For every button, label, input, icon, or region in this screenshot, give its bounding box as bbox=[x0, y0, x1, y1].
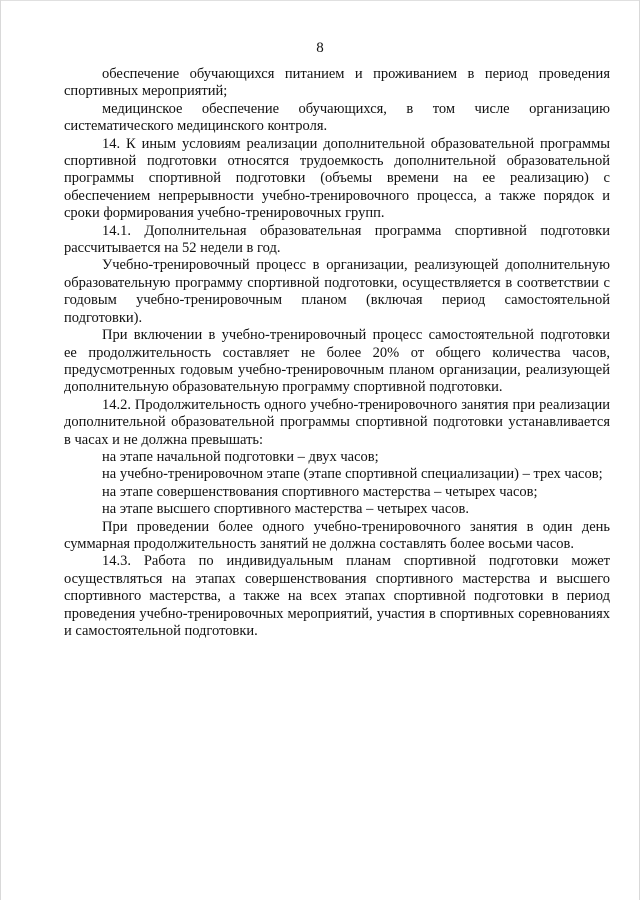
paragraph-14: 14. К иным условиям реализации дополнительной образовательной программы спортивной подготовки относятся трудоемкость дополнительной образовательной программы спортивной подготовки (объемы времени на ее реализацию) с обеспечением непрерывности учебно-тренировочного процесса, а также порядок и сроки формирования учебно-тренировочных групп. bbox=[64, 135, 610, 222]
document-body bbox=[64, 66, 610, 640]
paragraph-multiple-sessions: При проведении более одного учебно-тренировочного занятия в один день суммарная продолжительность занятий не должна составлять более восьми часов. bbox=[64, 518, 610, 552]
paragraph-14-3: 14.3. Работа по индивидуальным планам спортивной подготовки может осуществляться на этапах совершенствования спортивного мастерства и высшего спортивного мастерства, а также на всех этапах спортивной подготовки в период проведения учебно-тренировочных мероприятий, участия в спортивных соревнованиях и самостоятельной подготовки. bbox=[64, 553, 610, 639]
paragraph-self-training: При включении в учебно-тренировочный процесс самостоятельной подготовки ее продолжительность составляет не более 20% от общего количества часов, предусмотренных годовым учебно-тренировочным планом организации, реализующей дополнительную образовательную программу спортивной подготовки. bbox=[64, 327, 610, 396]
page-number: 8 bbox=[316, 40, 324, 56]
paragraph-14-1: 14.1. Дополнительная образовательная программа спортивной подготовки рассчитывается на 52 недели в год. bbox=[64, 222, 610, 257]
paragraph-nutrition: обеспечение обучающихся питанием и проживанием в период проведения спортивных мероприятий; bbox=[64, 66, 610, 100]
paragraph-14-2: 14.2. Продолжительность одного учебно-тренировочного занятия при реализации дополнительной образовательной программы спортивной подготовки устанавливается в часах и не должна превышать: bbox=[64, 396, 610, 448]
list-item-improvement-stage: на этапе совершенствования спортивного мастерства – четырех часов; bbox=[102, 483, 538, 500]
list-item-initial-stage: на этапе начальной подготовки – двух часов; bbox=[102, 448, 379, 465]
list-item-higher-mastery-stage: на этапе высшего спортивного мастерства – четырех часов. bbox=[102, 501, 470, 518]
paragraph-medical: медицинское обеспечение обучающихся, в том числе организацию систематического медицинского контроля. bbox=[64, 100, 610, 135]
list-item-training-stage: на учебно-тренировочном этапе (этапе спортивной специализации) – трех часов; bbox=[102, 466, 603, 483]
paragraph-training-process: Учебно-тренировочный процесс в организации, реализующей дополнительную образовательную программу спортивной подготовки, осуществляется в соответствии с годовым учебно-тренировочным планом (включая период самостоятельной подготовки). bbox=[64, 257, 610, 326]
